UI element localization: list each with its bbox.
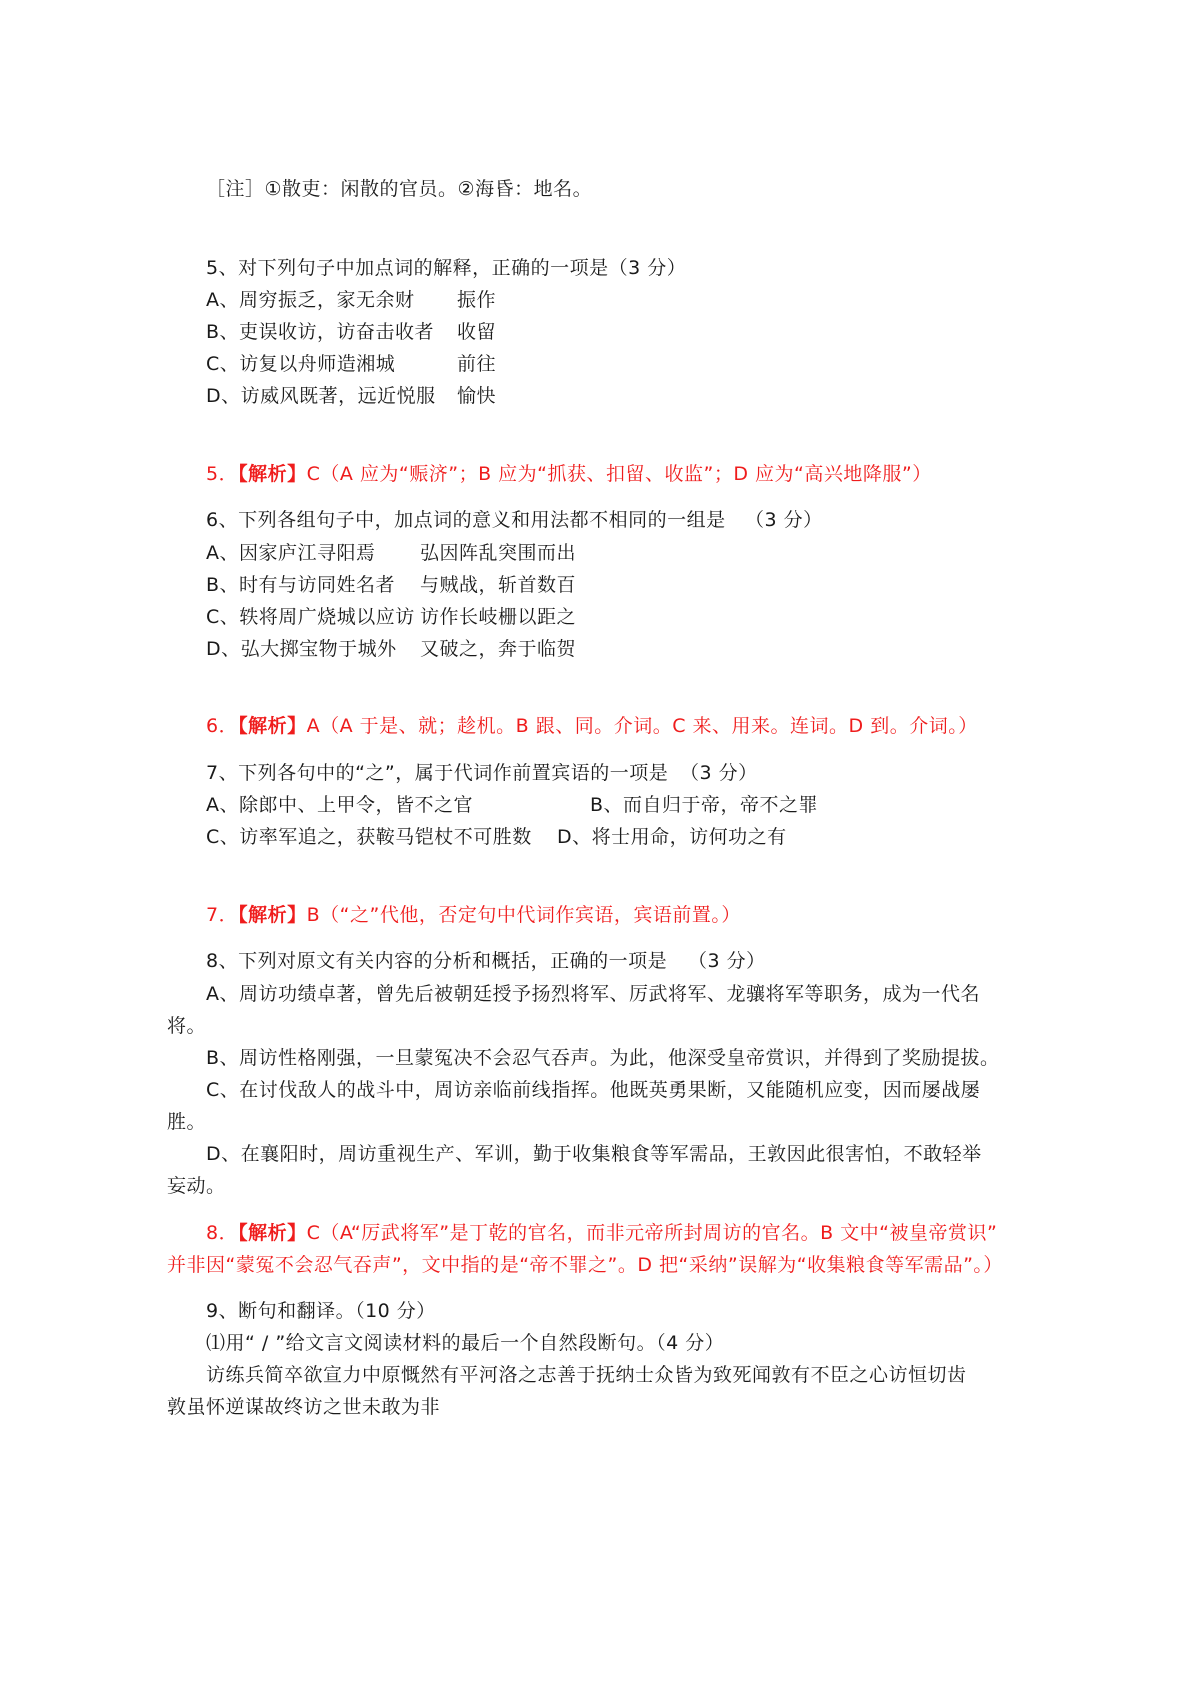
q6-answer-num: 6． (206, 715, 239, 737)
q5-gloss-d: 愉快 (457, 385, 497, 407)
q6-option-a-right: 弘因阵乱突围而出 (420, 542, 577, 564)
q5-stem: 5、对下列句子中加点词的解释，正确的一项是（3 分） (206, 257, 687, 279)
q6-score: （3 分） (745, 509, 823, 531)
q6-option-c-right: 访作长岐栅以距之 (420, 606, 577, 628)
q8-answer-line2: 并非因“蒙冤不会忍气吞声”，文中指的是“帝不罪之”。D 把“采纳”误解为“收集粮食等军需品”。） (167, 1254, 1003, 1276)
q7-stem: 7、下列各句中的“之”，属于代词作前置宾语的一项是 (206, 762, 669, 784)
q7-option-d: D、将士用命，访何功之有 (557, 826, 787, 848)
q6-answer (206, 714, 978, 738)
q6-option-a-left: A、因家庐江寻阳焉 (206, 542, 376, 564)
q5-answer-body: C（A 应为“赈济”；B 应为“抓获、扣留、收监”；D 应为“高兴地降服”） (306, 463, 932, 485)
q5-answer-tag: 【解析】 (238, 463, 307, 485)
q5-gloss-c: 前往 (457, 353, 497, 375)
q7-option-c: C、访率军追之，获鞍马铠杖不可胜数 (206, 826, 532, 848)
q7-answer-tag: 【解析】 (238, 904, 307, 926)
q6-option-d-left: D、弘大掷宝物于城外 (206, 638, 397, 660)
q8-option-c-line1: C、在讨伐敌人的战斗中，周访亲临前线指挥。他既英勇果断，又能随机应变，因而屡战屡 (206, 1079, 981, 1101)
q8-answer-line1 (206, 1221, 997, 1245)
q5-answer (206, 462, 932, 486)
q7-option-b: B、而自归于帝，帝不之罪 (590, 794, 819, 816)
q8-option-a-line1: A、周访功绩卓著，曾先后被朝廷授予扬烈将军、厉武将军、龙骧将军等职务，成为一代名 (206, 983, 980, 1005)
q7-answer-num: 7． (206, 904, 239, 926)
q5-option-d: D、访威风既著，远近悦服 (206, 385, 436, 407)
q5-option-a: A、周穷振乏，家无余财 (206, 289, 415, 311)
q9-stem: 9、断句和翻译。（10 分） (206, 1300, 436, 1322)
q8-option-a-line2: 将。 (167, 1015, 207, 1037)
q5-gloss-b: 收留 (457, 321, 497, 343)
q5-answer-num: 5． (206, 463, 239, 485)
q6-option-d-right: 又破之，奔于临贺 (420, 638, 577, 660)
q8-score: （3 分） (688, 950, 766, 972)
q8-option-d-line1: D、在襄阳时，周访重视生产、军训，勤于收集粮食等军需品，王敦因此很害怕，不敢轻举 (206, 1143, 982, 1165)
q6-option-c-left: C、轶将周广烧城以应访 (206, 606, 415, 628)
q7-answer-body: B（“之”代他，否定句中代词作宾语，宾语前置。） (306, 904, 741, 926)
q8-option-b-line1: B、周访性格刚强，一旦蒙冤决不会忍气吞声。为此，他深受皇帝赏识，并得到了奖励提拔。 (206, 1047, 1000, 1069)
note-line: ［注］①散吏：闲散的官员。②海昏：地名。 (206, 178, 593, 200)
q6-stem: 6、下列各组句子中，加点词的意义和用法都不相同的一组是 (206, 509, 726, 531)
q8-answer-num: 8． (206, 1222, 239, 1244)
q7-score: （3 分） (680, 762, 758, 784)
q9-passage-line1: 访练兵简卒欲宣力中原慨然有平河洛之志善于抚纳士众皆为致死闻敦有不臣之心访恒切齿 (206, 1364, 967, 1386)
q6-option-b-right: 与贼战，斩首数百 (420, 574, 577, 596)
q5-gloss-a: 振作 (457, 289, 497, 311)
q7-option-a: A、除郎中、上甲令，皆不之官 (206, 794, 473, 816)
q8-option-d-line2: 妄动。 (167, 1175, 226, 1197)
q6-answer-tag: 【解析】 (238, 715, 307, 737)
q8-answer-tag: 【解析】 (238, 1222, 307, 1244)
q5-option-b: B、吏误收访，访奋击收者 (206, 321, 435, 343)
q7-answer (206, 903, 741, 927)
q8-answer-body-1: C（A“厉武将军”是丁乾的官名，而非元帝所封周访的官名。B 文中“被皇帝赏识” (306, 1222, 998, 1244)
q9-passage-line2: 敦虽怀逆谋故终访之世未敢为非 (167, 1396, 441, 1418)
q6-option-b-left: B、时有与访同姓名者 (206, 574, 396, 596)
q5-option-c: C、访复以舟师造湘城 (206, 353, 396, 375)
q8-option-c-line2: 胜。 (167, 1111, 207, 1133)
q6-answer-body: A（A 于是、就；趁机。B 跟、同。介词。C 来、用来。连词。D 到。介词。） (306, 715, 978, 737)
q8-stem: 8、下列对原文有关内容的分析和概括，正确的一项是 (206, 950, 668, 972)
q9-sub1: ⑴用“ / ”给文言文阅读材料的最后一个自然段断句。（4 分） (206, 1332, 725, 1354)
